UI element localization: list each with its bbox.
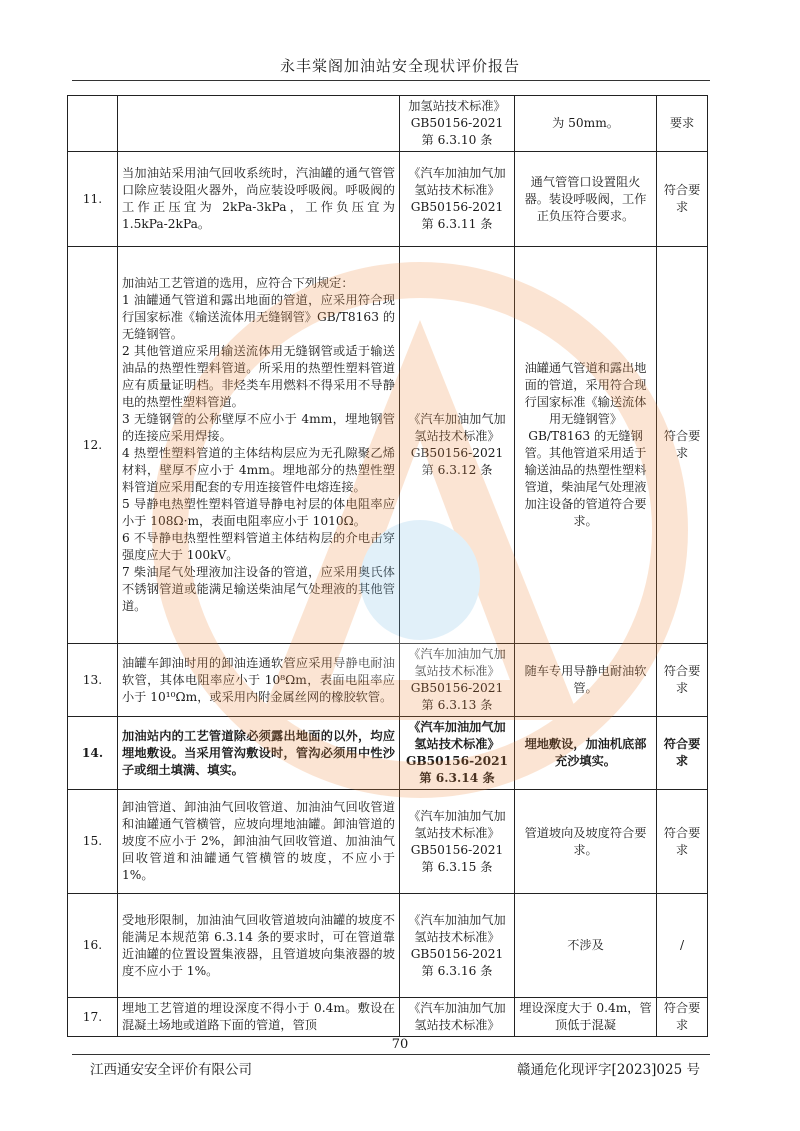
requirement-text: 4 热塑性塑料管道的主体结构层应为无孔隙聚乙烯材料，壁厚不应小于 4mm。埋地部分的热塑性塑料管道应采用配套的专用连接管件电熔连接。: [122, 446, 395, 494]
table-row: [68, 894, 708, 998]
requirement-text: 埋地工艺管道的埋设深度不得小于 0.4m。敷设在混凝土场地或道路下面的管道，管顶: [122, 1001, 395, 1032]
evaluation-result: 要求: [657, 96, 708, 152]
actual-condition: 随车专用导静电耐油软管。: [515, 644, 657, 717]
standard-reference: 《汽车加油加气加氢站技术标准》GB50156-2021 第 6.3.12 条: [400, 247, 515, 644]
requirement-cell: [118, 790, 400, 894]
row-number: 14.: [68, 717, 118, 790]
requirement-cell: [118, 247, 400, 644]
requirement-text: 6 不导静电热塑性塑料管道主体结构层的介电击穿强度应大于 100kV。: [122, 531, 395, 562]
footer-company: 江西通安安全评价有限公司: [90, 1062, 252, 1078]
requirement-text: 1 油罐通气管道和露出地面的管道，应采用符合现行国家标准《输送流体用无缝钢管》GB/T8163 的无缝钢管。: [122, 293, 396, 341]
table-row: [68, 790, 708, 894]
evaluation-result: 符合要求: [657, 152, 708, 247]
requirement-cell: [118, 894, 400, 998]
evaluation-result: 符合要求: [657, 998, 708, 1037]
actual-condition: 油罐通气管道和露出地面的管道，采用符合现行国家标准《输送流体用无缝钢管》GB/T8163 的无缝钢管。其他管道采用适于输送油品的热塑性塑料管道，柴油尾气处理液加注设备的管道符合要求。: [515, 247, 657, 644]
table-row: [68, 152, 708, 247]
requirement-text: 当加油站采用油气回收系统时，汽油罐的通气管管口除应装设阻火器外，尚应装设呼吸阀。呼吸阀的工作正压宜为 2kPa-3kPa，工作负压宜为 1.5kPa-2kPa。: [122, 166, 395, 231]
actual-condition: 通气管管口设置阻火器。装设呼吸阀，工作正负压符合要求。: [515, 152, 657, 247]
actual-condition: 埋设深度大于 0.4m，管顶低于混凝: [515, 998, 657, 1037]
evaluation-result: 符合要求: [657, 644, 708, 717]
row-number: 12.: [68, 247, 118, 644]
requirement-text: 加油站内的工艺管道除必须露出地面的以外，均应埋地敷设。当采用管沟敷设时，管沟必须用中性沙子或细土填满、填实。: [122, 728, 395, 777]
actual-condition: 为 50mm。: [515, 96, 657, 152]
header-divider: [72, 80, 710, 81]
footer-divider: [72, 1054, 710, 1055]
table-row: [68, 247, 708, 644]
requirement-cell: [118, 998, 400, 1037]
table-row: [68, 96, 708, 152]
requirement-text: 卸油管道、卸油油气回收管道、加油油气回收管道和油罐通气管横管，应坡向埋地油罐。卸油管道的坡度不应小于 2%，卸油油气回收管道、加油油气回收管道和油罐通气管横管的坡度，不应小于 1%。: [122, 800, 395, 882]
standard-reference: 加氢站技术标准》GB50156-2021 第 6.3.10 条: [400, 96, 515, 152]
requirement-cell: [118, 717, 400, 790]
actual-condition: 埋地敷设，加油机底部充沙填实。: [515, 717, 657, 790]
footer-report-number: 赣通危化现评字[2023]025 号: [517, 1062, 700, 1078]
actual-condition: 不涉及: [515, 894, 657, 998]
evaluation-result: 符合要求: [657, 790, 708, 894]
standard-reference: 《汽车加油加气加氢站技术标准》GB50156-2021 第 6.3.16 条: [400, 894, 515, 998]
requirement-text: 受地形限制，加油油气回收管道坡向油罐的坡度不能满足本规范第 6.3.14 条的要求时，可在管道靠近油罐的位置设置集液器，且管道坡向集液器的坡度不应小于 1%。: [122, 912, 395, 978]
table-row: [68, 998, 708, 1037]
row-number: 11.: [68, 152, 118, 247]
requirement-cell: [118, 644, 400, 717]
requirement-text: 3 无缝钢管的公称壁厚不应小于 4mm，埋地钢管的连接应采用焊接。: [122, 412, 395, 443]
evaluation-table: [67, 95, 708, 1037]
row-number: 15.: [68, 790, 118, 894]
row-number: 13.: [68, 644, 118, 717]
requirement-text: 油罐车卸油时用的卸油连通软管应采用导静电耐油软管，其体电阻率应小于 10⁸Ωm，表面电阻率应小于 10¹⁰Ωm，或采用内附金属丝网的橡胶软管。: [122, 655, 395, 704]
standard-reference: 《汽车加油加气加氢站技术标准》GB50156-2021 第 6.3.13 条: [400, 644, 515, 717]
requirement-text: 5 导静电热塑性塑料管道导静电衬层的体电阻率应小于 108Ω·m，表面电阻率应小于 1010Ω。: [122, 497, 395, 528]
row-number: [68, 96, 118, 152]
requirement-text: 7 柴油尾气处理液加注设备的管道，应采用奥氏体不锈钢管道或能满足输送柴油尾气处理液的其他管道。: [122, 565, 395, 613]
row-number: 16.: [68, 894, 118, 998]
standard-reference: 《汽车加油加气加氢站技术标准》GB50156-2021 第 6.3.15 条: [400, 790, 515, 894]
page-number: 70: [391, 1037, 409, 1052]
standard-reference: 《汽车加油加气加氢站技术标准》: [400, 998, 515, 1037]
row-number: 17.: [68, 998, 118, 1037]
standard-reference: 《汽车加油加气加氢站技术标准》GB50156-2021 第 6.3.11 条: [400, 152, 515, 247]
requirement-text: 2 其他管道应采用输送流体用无缝钢管或适于输送油品的热塑性塑料管道。所采用的热塑性塑料管道应有质量证明档。非烃类车用燃料不得采用不导静电的热塑性塑料管道。: [122, 344, 395, 409]
evaluation-result: 符合要求: [657, 247, 708, 644]
table-row: [68, 644, 708, 717]
evaluation-result: /: [657, 894, 708, 998]
requirement-cell: [118, 152, 400, 247]
standard-reference: 《汽车加油加气加氢站技术标准》GB50156-2021 第 6.3.14 条: [400, 717, 515, 790]
evaluation-result: 符合要求: [657, 717, 708, 790]
requirement-text: 加油站工艺管道的选用，应符合下列规定：: [122, 276, 354, 290]
page-header-title: 永丰棠阁加油站安全现状评价报告: [279, 57, 520, 75]
actual-condition: 管道坡向及坡度符合要求。: [515, 790, 657, 894]
requirement-cell: [118, 96, 400, 152]
table-row: [68, 717, 708, 790]
